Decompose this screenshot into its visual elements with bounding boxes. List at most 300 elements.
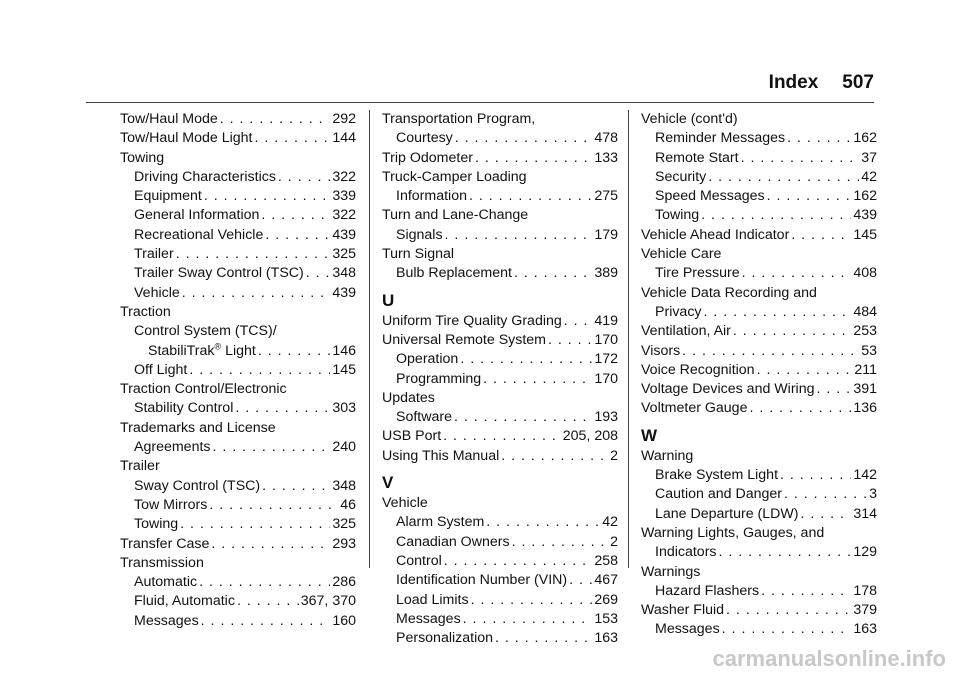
index-entry[interactable] — [382, 552, 618, 571]
leader-dots — [213, 438, 331, 457]
entry-label — [382, 312, 562, 331]
entry-page: 144 — [332, 130, 356, 147]
entry-label — [134, 592, 235, 611]
index-entry[interactable] — [120, 187, 356, 206]
entry-text: Security — [655, 168, 707, 185]
leader-dots — [306, 264, 331, 283]
entry-label — [655, 303, 702, 322]
entry-page: 408 — [853, 265, 877, 282]
leader-dots — [444, 552, 593, 571]
leader-dots — [742, 264, 852, 283]
leader-dots — [201, 612, 331, 631]
section-letter: W — [641, 425, 658, 445]
leader-dots — [463, 610, 593, 629]
entry-page: 129 — [853, 544, 877, 561]
index-heading: Turn and Lane-Change — [382, 207, 529, 224]
index-entry[interactable] — [382, 149, 618, 168]
entry-text: Messages — [396, 610, 461, 627]
entry-page: 163 — [594, 630, 618, 647]
entry-text: Caution and Danger — [655, 486, 782, 503]
leader-dots — [445, 226, 593, 245]
entry-text: Visors — [641, 342, 681, 359]
entry-page: 258 — [594, 552, 618, 569]
entry-label — [134, 612, 199, 631]
entry-text: Recreational Vehicle — [134, 226, 264, 243]
entry-label — [134, 496, 207, 515]
entry-label — [655, 620, 720, 639]
entry-text: Identification Number (VIN) — [396, 572, 568, 589]
entry-text: Lane Departure (LDW) — [655, 505, 799, 522]
entry-label — [396, 591, 469, 610]
index-entry[interactable] — [120, 399, 356, 418]
leader-dots — [512, 533, 609, 552]
index-entry[interactable] — [641, 226, 877, 245]
entry-label — [641, 322, 731, 341]
entry-page: 53 — [861, 342, 877, 359]
index-entry[interactable] — [382, 591, 618, 610]
entry-label — [396, 370, 481, 389]
entry-text: Tow/Haul Mode — [120, 111, 218, 127]
entry-label — [641, 399, 747, 418]
index-heading: Warning — [641, 447, 694, 464]
index-entry[interactable] — [382, 408, 618, 427]
index-entry[interactable] — [120, 245, 356, 264]
entry-text: Voice Recognition — [641, 361, 755, 378]
entry-page: 303 — [332, 400, 356, 417]
index-column-2 — [382, 110, 618, 648]
entry-page: 439 — [332, 226, 356, 243]
entry-page: 178 — [853, 582, 877, 599]
entry-label — [134, 226, 263, 245]
leader-dots — [548, 331, 592, 350]
entry-text: Reminder Messages — [655, 130, 786, 147]
leader-dots — [204, 187, 331, 206]
leader-dots — [189, 361, 330, 380]
entry-text: Driving Characteristics — [134, 168, 276, 185]
entry-text: Automatic — [134, 574, 198, 591]
leader-dots — [733, 322, 851, 341]
index-heading: Traction Control/Electronic — [120, 381, 287, 398]
leader-dots — [564, 312, 593, 331]
entry-label — [396, 129, 453, 148]
index-entry[interactable] — [382, 571, 618, 590]
leader-dots — [261, 206, 330, 225]
entry-text: Vehicle Ahead Indicator — [641, 226, 790, 243]
leader-dots — [761, 582, 851, 601]
entry-label — [655, 505, 799, 524]
header-rule — [86, 102, 874, 103]
leader-dots — [704, 303, 852, 322]
watermark: carmanualsonline.info — [712, 646, 946, 671]
index-entry[interactable] — [120, 206, 356, 225]
leader-dots — [255, 129, 331, 148]
index-entry[interactable] — [641, 543, 877, 562]
entry-text: Tow/Haul Mode Light — [120, 130, 253, 147]
entry-text: General Information — [134, 207, 260, 224]
entry-text: Signals — [396, 226, 443, 243]
entry-label — [641, 226, 789, 245]
index-entry[interactable] — [641, 322, 877, 341]
entry-page: 2 — [610, 533, 618, 550]
entry-page: 46 — [340, 496, 356, 513]
index-heading: Traction — [120, 303, 171, 320]
index-heading: Truck-Camper Loading — [382, 168, 527, 185]
entry-label — [396, 533, 510, 552]
entry-text: Operation — [396, 351, 459, 368]
leader-dots — [701, 206, 851, 225]
leader-dots — [483, 370, 592, 389]
leader-dots — [460, 350, 592, 369]
entry-text: Voltmeter Gauge — [641, 400, 748, 417]
index-entry[interactable] — [382, 610, 618, 629]
entry-text: Equipment — [134, 188, 202, 205]
index-column-3 — [641, 110, 877, 640]
index-entry[interactable] — [120, 226, 356, 245]
entry-text: Tow Mirrors — [134, 496, 208, 513]
entry-label — [655, 466, 778, 485]
index-heading: Vehicle — [382, 495, 428, 512]
entry-label — [134, 245, 174, 264]
entry-label — [134, 399, 233, 418]
leader-dots — [780, 466, 851, 485]
index-entry[interactable] — [382, 513, 618, 532]
entry-text: Trailer — [134, 246, 174, 263]
leader-dots — [443, 427, 561, 446]
index-entry[interactable] — [641, 187, 877, 206]
column-divider-2 — [628, 110, 629, 568]
index-entry[interactable] — [382, 264, 618, 283]
leader-dots — [741, 149, 860, 168]
section-letter: V — [382, 473, 394, 493]
leader-dots — [235, 399, 330, 418]
entry-page: 275 — [594, 188, 618, 205]
index-entry[interactable] — [382, 350, 618, 369]
index-entry[interactable] — [120, 129, 356, 148]
section-letter: U — [382, 290, 395, 310]
index-entry[interactable] — [641, 380, 877, 399]
leader-dots — [817, 380, 852, 399]
index-heading: Trailer — [120, 458, 160, 475]
entry-label — [655, 582, 759, 601]
index-entry[interactable] — [382, 226, 618, 245]
entry-page: 160 — [332, 612, 356, 629]
entry-page: 292 — [332, 111, 356, 127]
leader-dots — [237, 592, 299, 611]
entry-text: Agreements — [134, 439, 211, 456]
index-heading: Turn Signal — [382, 246, 455, 263]
leader-dots — [199, 573, 330, 592]
entry-label — [148, 342, 256, 361]
entry-page: 146 — [332, 342, 356, 359]
entry-page: 3 — [869, 486, 877, 503]
leader-dots — [787, 129, 851, 148]
entry-text: Personalization — [396, 630, 494, 647]
leader-dots — [469, 187, 592, 206]
index-entry[interactable] — [382, 629, 618, 648]
entry-label — [134, 573, 197, 592]
leader-dots — [454, 408, 592, 427]
index-entry[interactable] — [641, 342, 877, 361]
entry-text: Washer Fluid — [641, 602, 725, 619]
leader-dots — [211, 535, 330, 554]
entry-page: 325 — [332, 246, 356, 263]
index-entry[interactable] — [641, 601, 877, 620]
entry-page: 2 — [610, 447, 618, 464]
leader-dots — [749, 399, 851, 418]
index-entry[interactable] — [641, 399, 877, 418]
entry-page: 339 — [332, 188, 356, 205]
index-entry[interactable] — [382, 129, 618, 148]
index-entry[interactable] — [641, 129, 877, 148]
entry-label — [655, 264, 740, 283]
entry-page: 42 — [602, 514, 618, 531]
entry-label — [134, 361, 187, 380]
index-heading: Vehicle Data Recording and — [641, 284, 817, 301]
entry-page: 37 — [861, 149, 877, 166]
leader-dots — [182, 284, 331, 303]
leader-dots — [262, 477, 330, 496]
entry-label — [655, 149, 739, 168]
entry-text: Remote Start — [655, 149, 739, 166]
entry-page: 269 — [594, 591, 618, 608]
index-entry[interactable] — [120, 168, 356, 187]
entry-page: 467 — [594, 572, 618, 589]
index-title: Index — [768, 72, 819, 93]
entry-page: 172 — [594, 351, 618, 368]
entry-label — [655, 543, 717, 562]
entry-label — [396, 610, 461, 629]
leader-dots — [265, 226, 330, 245]
leader-dots — [455, 129, 593, 148]
index-heading: Control System (TCS)/ — [134, 323, 277, 340]
index-heading: Transmission — [120, 554, 204, 571]
entry-label — [134, 477, 260, 496]
entry-text: Tire Pressure — [655, 265, 740, 282]
index-entry[interactable] — [120, 264, 356, 283]
entry-label — [382, 447, 499, 466]
entry-label — [134, 515, 178, 534]
entry-label — [655, 187, 765, 206]
entry-text: Messages — [655, 621, 720, 638]
entry-page: 478 — [594, 130, 618, 147]
entry-page: 145 — [332, 361, 356, 378]
entry-text: Hazard Flashers — [655, 582, 760, 599]
index-entry[interactable] — [382, 187, 618, 206]
entry-text: Ventilation, Air — [641, 323, 731, 340]
entry-label — [134, 284, 180, 303]
index-entry[interactable] — [641, 485, 877, 504]
entry-page: 484 — [853, 303, 877, 320]
entry-page: 322 — [332, 207, 356, 224]
index-entry[interactable] — [120, 612, 356, 631]
index-heading: Transportation Program, — [382, 111, 536, 127]
leader-dots — [569, 571, 592, 590]
entry-label — [641, 380, 815, 399]
leader-dots — [495, 629, 592, 648]
index-entry[interactable] — [641, 466, 877, 485]
entry-page: 136 — [853, 400, 877, 417]
entry-page: 179 — [594, 226, 618, 243]
leader-dots — [784, 485, 867, 504]
index-entry[interactable] — [120, 515, 356, 534]
page-header — [769, 72, 874, 94]
entry-page: 348 — [332, 265, 356, 282]
entry-text: Voltage Devices and Wiring — [641, 381, 815, 398]
entry-label — [655, 485, 782, 504]
entry-label — [396, 552, 442, 571]
entry-page: 439 — [332, 284, 356, 301]
entry-page: 162 — [853, 130, 877, 147]
leader-dots — [791, 226, 851, 245]
entry-page: 293 — [332, 535, 356, 552]
index-entry[interactable] — [382, 312, 618, 331]
index-entry[interactable] — [641, 206, 877, 225]
entry-label — [134, 187, 202, 206]
page-number: 507 — [842, 72, 874, 93]
entry-text: Software — [396, 409, 452, 426]
index-entry[interactable] — [120, 284, 356, 303]
entry-page: 253 — [853, 323, 877, 340]
entry-page: 439 — [853, 207, 877, 224]
index-heading: Trademarks and License — [120, 419, 276, 436]
entry-page: 367, 370 — [300, 593, 356, 610]
entry-text: Information — [396, 188, 467, 205]
entry-label — [382, 149, 473, 168]
entry-text: Trip Odometer — [382, 149, 473, 166]
index-entry[interactable] — [641, 149, 877, 168]
index-entry[interactable] — [120, 592, 356, 611]
entry-text: Speed Messages — [655, 188, 765, 205]
leader-dots — [475, 149, 592, 168]
entry-label — [655, 206, 699, 225]
index-entry[interactable] — [382, 447, 618, 466]
entry-label — [120, 129, 253, 148]
index-entry[interactable] — [120, 535, 356, 554]
entry-page: 325 — [332, 516, 356, 533]
index-entry[interactable] — [120, 438, 356, 457]
index-entry[interactable] — [120, 496, 356, 515]
leader-dots — [258, 342, 330, 361]
entry-label — [134, 264, 304, 283]
leader-dots — [801, 505, 852, 524]
entry-text: Vehicle — [134, 284, 180, 301]
entry-label — [641, 361, 755, 380]
index-entry[interactable] — [382, 331, 618, 350]
entry-label — [655, 168, 706, 187]
entry-text: Using This Manual — [382, 447, 500, 464]
entry-text: USB Port — [382, 428, 442, 445]
entry-text: Towing — [655, 207, 700, 224]
entry-page: 133 — [594, 149, 618, 166]
index-entry[interactable] — [120, 110, 356, 129]
index-entry[interactable] — [120, 573, 356, 592]
entry-label — [396, 187, 467, 206]
entry-page: 145 — [853, 226, 877, 243]
entry-text: Messages — [134, 612, 199, 629]
entry-text: Indicators — [655, 544, 717, 561]
entry-label — [655, 129, 785, 148]
entry-page: 162 — [853, 188, 877, 205]
entry-label — [641, 601, 724, 620]
entry-text: Load Limits — [396, 591, 469, 608]
index-entry[interactable] — [641, 620, 877, 639]
entry-label — [382, 331, 546, 350]
entry-label — [396, 408, 452, 427]
entry-label — [396, 513, 484, 532]
entry-page: 379 — [853, 602, 877, 619]
entry-text: Transfer Case — [120, 535, 210, 552]
entry-text: Uniform Tire Quality Grading — [382, 312, 562, 329]
leader-dots — [722, 620, 852, 639]
index-entry[interactable] — [641, 505, 877, 524]
leader-dots — [708, 168, 859, 187]
entry-page: 42 — [861, 168, 877, 185]
index-entry[interactable] — [641, 168, 877, 187]
leader-dots — [486, 513, 600, 532]
entry-page: 322 — [332, 168, 356, 185]
index-entry[interactable] — [641, 264, 877, 283]
entry-text: Stability Control — [134, 400, 234, 417]
leader-dots — [726, 601, 851, 620]
column-divider-1 — [369, 110, 370, 568]
leader-dots — [220, 110, 331, 129]
entry-label — [396, 629, 493, 648]
index-heading: Updates — [382, 389, 435, 406]
entry-label — [382, 427, 441, 446]
index-heading: Vehicle (cont'd) — [641, 111, 738, 127]
entry-page: 389 — [594, 265, 618, 282]
entry-page: 348 — [332, 477, 356, 494]
leader-dots — [719, 543, 852, 562]
entry-text: Programming — [396, 370, 482, 387]
entry-label — [134, 206, 259, 225]
entry-page: 170 — [594, 331, 618, 348]
index-entry[interactable] — [120, 477, 356, 496]
index-entry[interactable] — [120, 342, 356, 361]
entry-label — [641, 342, 680, 361]
index-entry[interactable] — [641, 361, 877, 380]
entry-page: 419 — [594, 312, 618, 329]
index-entry[interactable] — [382, 370, 618, 389]
entry-label — [120, 110, 218, 129]
entry-label — [396, 350, 458, 369]
index-entry[interactable] — [641, 303, 877, 322]
entry-text-suffix: Light — [221, 342, 256, 359]
entry-page: 286 — [332, 574, 356, 591]
index-entry[interactable] — [382, 427, 618, 446]
index-heading: Vehicle Care — [641, 246, 722, 263]
entry-page: 163 — [853, 621, 877, 638]
entry-page: 153 — [594, 610, 618, 627]
index-heading: Warning Lights, Gauges, and — [641, 524, 825, 541]
index-entry[interactable] — [120, 361, 356, 380]
entry-text: Bulb Replacement — [396, 265, 512, 282]
leader-dots — [176, 245, 331, 264]
leader-dots — [757, 361, 853, 380]
leader-dots — [767, 187, 852, 206]
entry-page: 240 — [332, 439, 356, 456]
entry-label — [134, 438, 211, 457]
entry-label — [396, 264, 512, 283]
leader-dots — [209, 496, 338, 515]
index-entry[interactable] — [382, 533, 618, 552]
entry-text: Universal Remote System — [382, 331, 546, 348]
entry-text: Alarm System — [396, 514, 485, 531]
leader-dots — [514, 264, 592, 283]
index-entry[interactable] — [641, 582, 877, 601]
leader-dots — [278, 168, 330, 187]
registered-mark: ® — [214, 340, 222, 351]
